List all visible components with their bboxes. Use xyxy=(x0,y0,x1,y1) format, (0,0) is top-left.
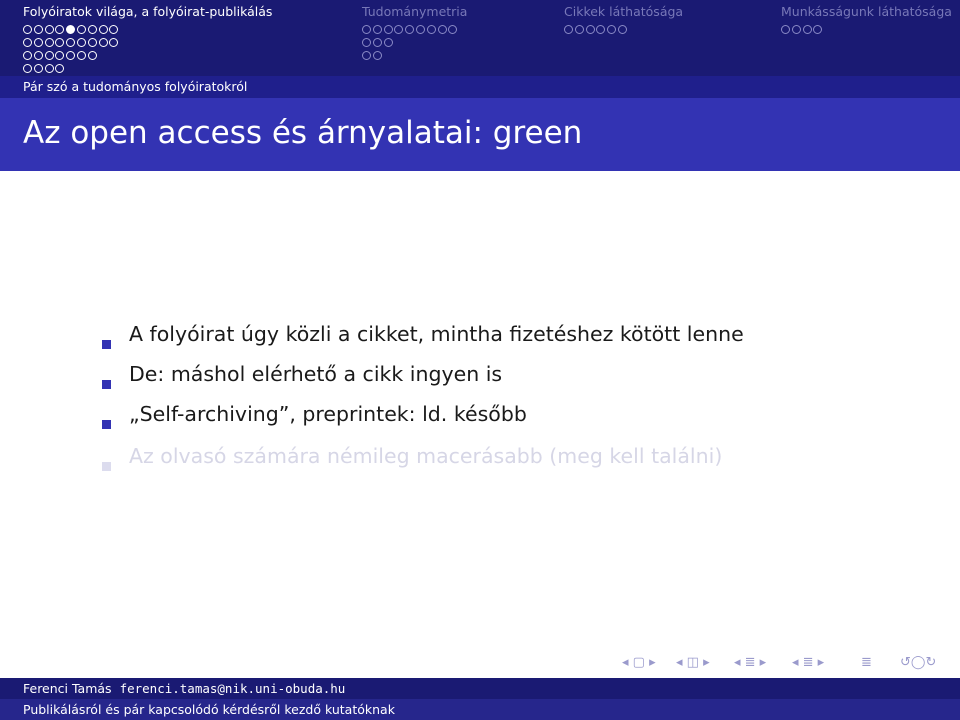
nav-frame-dot[interactable] xyxy=(781,25,790,34)
nav-search-icon[interactable]: ↺◯↻ xyxy=(900,655,937,670)
nav-frame-dots[interactable] xyxy=(781,25,824,37)
nav-frame-dot[interactable] xyxy=(416,25,425,34)
nav-frame-dot[interactable] xyxy=(55,38,64,47)
nav-frame-dot[interactable] xyxy=(109,38,118,47)
footer-author-bar xyxy=(0,678,960,699)
nav-frame-dots[interactable] xyxy=(362,38,394,50)
nav-frame-dot[interactable] xyxy=(448,25,457,34)
nav-outline-icon[interactable]: ≣ xyxy=(861,655,872,670)
nav-frame-dot[interactable] xyxy=(384,38,393,47)
nav-frame-dot[interactable] xyxy=(362,38,371,47)
bullet-text: A folyóirat úgy közli a cikket, mintha fizetéshez kötött lenne xyxy=(129,322,744,346)
nav-frame-dot[interactable] xyxy=(34,64,43,73)
nav-frame-dot[interactable] xyxy=(34,51,43,60)
nav-frame-dot[interactable] xyxy=(99,25,108,34)
nav-frame-dot[interactable] xyxy=(66,51,75,60)
nav-frame-dot[interactable] xyxy=(373,25,382,34)
nav-section-title[interactable]: Cikkek láthatósága xyxy=(564,4,684,19)
nav-frame-dot[interactable] xyxy=(607,25,616,34)
nav-frame-dot[interactable] xyxy=(362,25,371,34)
nav-frame-dot[interactable] xyxy=(384,25,393,34)
bullet-square-icon xyxy=(102,340,111,349)
bullet-text: „Self-archiving”, preprintek: ld. később xyxy=(129,402,527,426)
bullet-text: Az olvasó számára némileg macerásabb (meg kell találni) xyxy=(129,444,723,468)
nav-frame-dot[interactable] xyxy=(34,38,43,47)
footer-author[interactable]: Ferenci Tamás xyxy=(23,681,112,696)
nav-frame-dot[interactable] xyxy=(34,25,43,34)
nav-section-title[interactable]: Tudománymetria xyxy=(362,4,468,19)
bullet-square-icon xyxy=(102,420,111,429)
subsection-bar xyxy=(0,76,960,98)
nav-frame-dot[interactable] xyxy=(66,38,75,47)
nav-frame-dot[interactable] xyxy=(55,51,64,60)
nav-frame-dot[interactable] xyxy=(23,64,32,73)
nav-frame-dot[interactable] xyxy=(23,25,32,34)
nav-frame-icon[interactable]: ◂ ◫ ▸ xyxy=(676,655,710,670)
nav-frame-dot[interactable] xyxy=(23,51,32,60)
footer-email[interactable]: ferenci.tamas@nik.uni-obuda.hu xyxy=(119,681,346,696)
nav-frame-dot[interactable] xyxy=(394,25,403,34)
nav-frame-dot[interactable] xyxy=(45,51,54,60)
nav-frame-dot[interactable] xyxy=(813,25,822,34)
nav-frame-dots[interactable] xyxy=(23,38,120,50)
nav-frame-dot[interactable] xyxy=(575,25,584,34)
nav-frame-dot[interactable] xyxy=(109,25,118,34)
nav-frame-dot[interactable] xyxy=(55,64,64,73)
nav-frame-dot[interactable] xyxy=(45,25,54,34)
nav-section-title[interactable]: Munkásságunk láthatósága xyxy=(781,4,952,19)
nav-frame-dot[interactable] xyxy=(405,25,414,34)
nav-frame-dots[interactable] xyxy=(362,51,384,63)
nav-current-frame-dot[interactable] xyxy=(66,25,75,34)
section-navigation-bar xyxy=(0,0,960,76)
nav-frame-dot[interactable] xyxy=(88,51,97,60)
nav-frame-dot[interactable] xyxy=(45,64,54,73)
nav-frame-dots[interactable] xyxy=(362,25,459,37)
nav-frame-dot[interactable] xyxy=(45,38,54,47)
nav-frame-dot[interactable] xyxy=(77,25,86,34)
nav-frame-dot[interactable] xyxy=(373,51,382,60)
nav-frame-dot[interactable] xyxy=(77,38,86,47)
nav-frame-dots[interactable] xyxy=(23,51,99,63)
nav-frame-dots[interactable] xyxy=(23,64,66,76)
nav-frame-dot[interactable] xyxy=(803,25,812,34)
nav-frame-dot[interactable] xyxy=(362,51,371,60)
nav-frame-dot[interactable] xyxy=(99,38,108,47)
bullet-square-icon xyxy=(102,462,111,471)
nav-frame-dot[interactable] xyxy=(618,25,627,34)
frame-title: Az open access és árnyalatai: green xyxy=(23,115,583,151)
bullet-text: De: máshol elérhető a cikk ingyen is xyxy=(129,362,503,386)
nav-frame-dot[interactable] xyxy=(427,25,436,34)
nav-slide-icon[interactable]: ◂ ▢ ▸ xyxy=(622,655,656,670)
nav-section-title[interactable]: Folyóiratok világa, a folyóirat-publikálás xyxy=(23,4,273,19)
nav-frame-dot[interactable] xyxy=(88,38,97,47)
footer-title-bar xyxy=(0,699,960,720)
nav-frame-dot[interactable] xyxy=(438,25,447,34)
nav-frame-dot[interactable] xyxy=(564,25,573,34)
nav-frame-dot[interactable] xyxy=(596,25,605,34)
footer-title[interactable]: Publikálásról és pár kapcsolódó kérdésről kezdő kutatóknak xyxy=(23,702,395,717)
footer-author-line xyxy=(23,681,345,696)
nav-subsection-icon[interactable]: ◂ ≣ ▸ xyxy=(734,655,767,670)
nav-frame-dot[interactable] xyxy=(88,25,97,34)
nav-section-icon[interactable]: ◂ ≣ ▸ xyxy=(792,655,825,670)
nav-frame-dot[interactable] xyxy=(77,51,86,60)
nav-frame-dot[interactable] xyxy=(792,25,801,34)
nav-frame-dots[interactable] xyxy=(564,25,629,37)
nav-frame-dot[interactable] xyxy=(373,38,382,47)
nav-frame-dot[interactable] xyxy=(23,38,32,47)
bullet-square-icon xyxy=(102,380,111,389)
frame-title-bar xyxy=(0,98,960,171)
nav-frame-dots[interactable] xyxy=(23,25,120,37)
nav-frame-dot[interactable] xyxy=(55,25,64,34)
subsection-title[interactable]: Pár szó a tudományos folyóiratokról xyxy=(23,79,248,94)
nav-frame-dot[interactable] xyxy=(586,25,595,34)
